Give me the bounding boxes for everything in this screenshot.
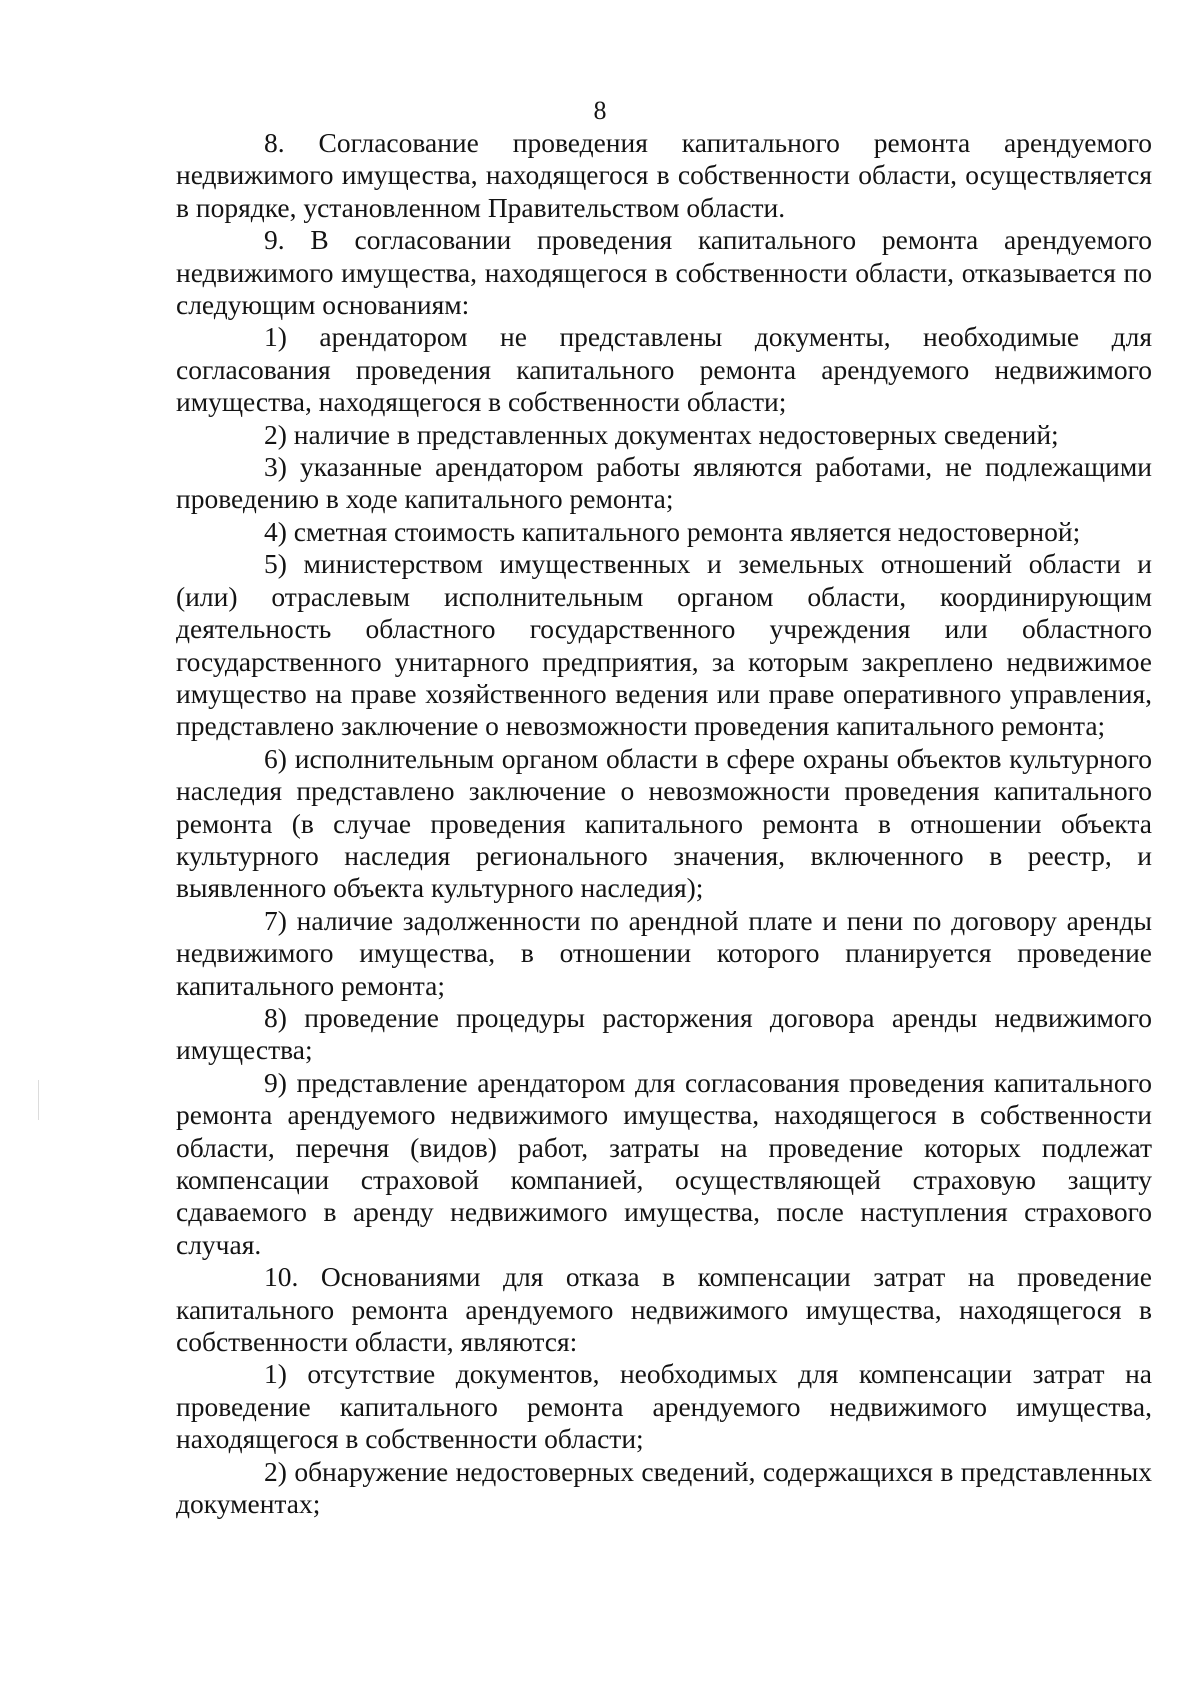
list-item: 2) наличие в представленных документах недостоверных сведений; [264, 418, 1059, 450]
list-item: 4) сметная стоимость капитального ремонта является недостоверной; [264, 515, 1081, 547]
list-item: 5) министерством имущественных и земельных отношений области и (или) отраслевым исполнительным органом области, координирующим деятельность областного государственного учреждения или областного государственного унитарного предприятия, за которым закреплено недвижимое имущество на праве хозяйственного ведения или праве оперативного управления, представлено заключение о невозможности проведения капитального ремонта; [176, 548, 1152, 742]
list-item: 1) отсутствие документов, необходимых для компенсации затрат на проведение капитального ремонта арендуемого недвижимого имущества, находящегося в собственности области; [176, 1358, 1152, 1455]
list-item: 3) указанные арендатором работы являются работами, не подлежащими проведению в ходе капитального ремонта; [176, 451, 1152, 515]
list-item: 2) обнаружение недостоверных сведений, содержащихся в представленных документах; [176, 1455, 1152, 1520]
list-item: 1) арендатором не представлены документы, необходимые для согласования проведения капитального ремонта арендуемого недвижимого имущества, находящегося в собственности области; [176, 321, 1152, 418]
paragraph-8: 8. Согласование проведения капитального ремонта арендуемого недвижимого имущества, находящегося в собственности области, осуществляется в порядке, установленном Правительством области. [176, 127, 1152, 223]
scan-edge-mark [38, 1080, 39, 1120]
document-body [176, 127, 1152, 1520]
list-item: 9) представление арендатором для согласования проведения капитального ремонта арендуемого недвижимого имущества, находящегося в собственности области, перечня (видов) работ, затраты на проведение которых подлежат компенсации страховой компанией, осуществляющей страховую защиту сдаваемого в аренду недвижимого имущества, после наступления страхового случая. [176, 1066, 1152, 1260]
list-item: 7) наличие задолженности по арендной плате и пени по договору аренды недвижимого имущества, в отношении которого планируется проведение капитального ремонта; [176, 904, 1152, 1001]
page-number: 8 [593, 96, 607, 125]
list-item: 8) проведение процедуры расторжения договора аренды недвижимого имущества; [176, 1001, 1152, 1066]
paragraph-10: 10. Основаниями для отказа в компенсации затрат на проведение капитального ремонта арендуемого недвижимого имущества, находящегося в собственности области, являются: [176, 1261, 1152, 1358]
list-item: 6) исполнительным органом области в сфере охраны объектов культурного наследия представлено заключение о невозможности проведения капитального ремонта (в случае проведения капитального ремонта в отношении объекта культурного наследия регионального значения, включенного в реестр, и выявленного объекта культурного наследия); [176, 742, 1152, 904]
paragraph-9: 9. В согласовании проведения капитального ремонта арендуемого недвижимого имущества, находящегося в собственности области, отказывается по следующим основаниям: [176, 224, 1152, 321]
